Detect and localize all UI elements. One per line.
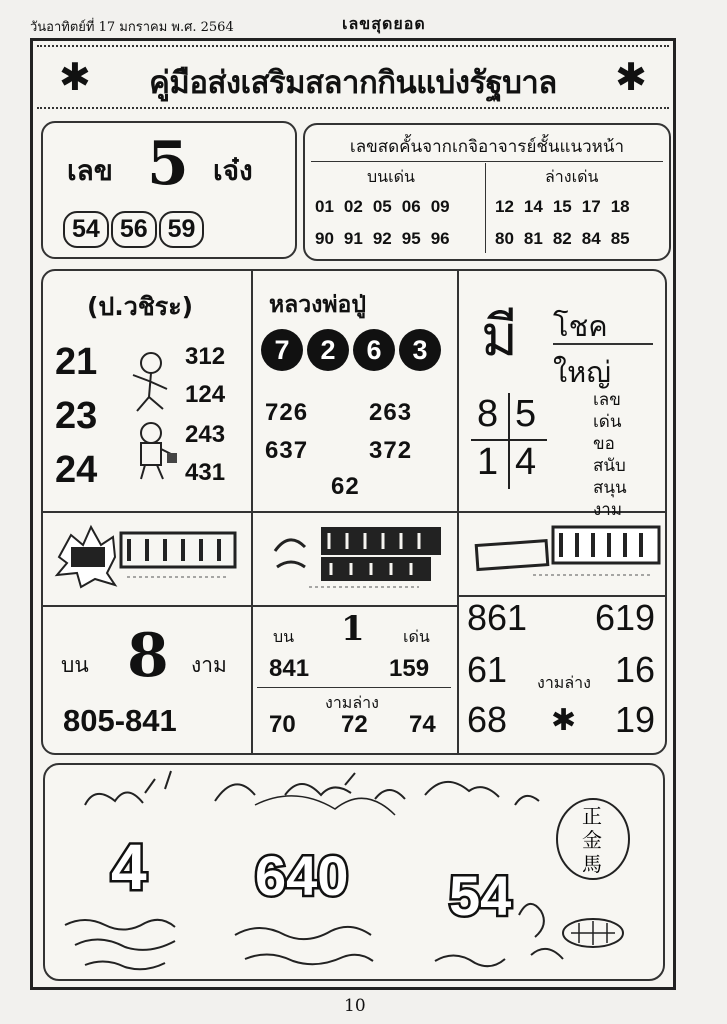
number-cell: 91: [343, 229, 363, 248]
pwachira-left-number: 23: [55, 395, 98, 437]
mee-word: เลข: [593, 390, 621, 410]
bon-number: 1: [341, 609, 365, 649]
yiam-left-number: 61: [467, 649, 508, 690]
lek5-number-pill: 59: [159, 211, 205, 248]
number-cell: 18: [610, 197, 630, 216]
pwachira-left-number: 24: [55, 449, 98, 491]
top-label: บนเด่น: [367, 167, 415, 186]
yiam-huay-logo-icon: [473, 523, 663, 579]
pwachira-right-number: 243: [185, 421, 226, 448]
chinese-char: 正: [582, 804, 602, 828]
number-cell: 09: [430, 197, 450, 216]
pwachira-right-number: 124: [185, 381, 226, 408]
lower-number: 70: [269, 711, 296, 738]
middle-grid: [41, 269, 667, 755]
chinese-char: 金: [582, 828, 602, 852]
yiam-right-number: 19: [615, 699, 656, 740]
mee-big: มี: [481, 304, 518, 369]
number-cell: 96: [430, 229, 450, 248]
leksod-number: 159: [389, 655, 430, 682]
number-cell: 82: [552, 229, 572, 248]
den-label: เด่น: [403, 627, 430, 646]
lek5-numbers: [63, 211, 204, 248]
yiam-left-number: 68: [467, 699, 508, 740]
divider: [485, 163, 486, 253]
bon-label: บน: [61, 653, 89, 677]
luangphoo-title: หลวงพ่อปู่: [269, 292, 366, 318]
title-banner: [37, 45, 669, 109]
lower-number: 72: [341, 711, 368, 738]
grid-number: 4: [515, 441, 537, 483]
bon-number: 8: [127, 621, 169, 691]
lower-label: งามล่าง: [537, 673, 591, 692]
star-icon: ✱: [59, 55, 91, 99]
pwachira-right-number: 312: [185, 343, 226, 370]
lower-label: งามล่าง: [325, 693, 379, 712]
bon-label: บน: [273, 627, 295, 646]
fresh-numbers-box: [303, 123, 671, 261]
leksod-number: 841: [269, 655, 310, 682]
number-cell: 81: [523, 229, 543, 248]
number-cell: 12: [495, 197, 514, 216]
divider: [257, 687, 451, 688]
top-row-1: [315, 197, 450, 217]
publication-name: เลขสุดยอด: [342, 14, 426, 33]
number-cell: 14: [523, 197, 543, 216]
number-cell: 06: [401, 197, 421, 216]
luangphoo-number: 637: [265, 437, 309, 464]
yiam-left-number: 861: [467, 597, 528, 638]
lek5-box: [41, 121, 297, 259]
mee-word: สนุน: [593, 478, 627, 498]
lek5-suffix: เจ๋ง: [213, 154, 253, 187]
number-ball: 7: [261, 329, 303, 371]
logos-row: [43, 513, 667, 605]
number-cell: 85: [610, 229, 630, 248]
pwachira-left-number: 21: [55, 341, 98, 383]
yiam-right-number: 16: [615, 649, 656, 690]
number-ball: 3: [399, 329, 441, 371]
hint-illustration: [45, 765, 663, 979]
divider: [553, 343, 653, 345]
number-cell: 92: [372, 229, 392, 248]
cartoon-figure-icon: [121, 349, 181, 483]
mee-words: [593, 389, 627, 521]
bottom-hint-box: [43, 763, 665, 981]
issue-date: วันอาทิตย์ที่ 17 มกราคม พ.ศ. 2564: [30, 20, 234, 35]
luangphoo-number: 726: [265, 399, 309, 426]
divider: [251, 605, 457, 607]
luangphoo-balls: [261, 329, 441, 371]
bottom-label: ล่างเด่น: [545, 167, 599, 186]
mee-word: ขอ: [593, 434, 615, 454]
lek5-number: 5: [147, 129, 189, 199]
mee-word: เด่น: [593, 412, 622, 432]
divider: [311, 161, 663, 162]
page-title: คู่มือส่งเสริมสลากกินแบ่งรัฐบาล: [149, 65, 557, 101]
number-cell: 95: [401, 229, 421, 248]
number-cell: 02: [343, 197, 363, 216]
bottom-row-1: [495, 197, 630, 217]
mee-number-grid: [471, 393, 547, 489]
lek5-number-pill: 56: [111, 211, 157, 248]
number-cell: 17: [581, 197, 601, 216]
hint-number: 640: [255, 844, 349, 907]
number-cell: 90: [315, 229, 334, 248]
ngam-label: งาม: [191, 653, 227, 677]
number-cell: 05: [372, 197, 392, 216]
page-number: 10: [344, 996, 366, 1016]
chinese-char: 馬: [582, 852, 602, 876]
lower-number: 74: [409, 711, 436, 738]
lek5-label: เลข: [67, 154, 113, 187]
number-ball: 2: [307, 329, 349, 371]
number-cell: 80: [495, 229, 514, 248]
fresh-heading: เลขสดคั้นจากเกจิอาจารย์ชั้นแนวหน้า: [349, 137, 625, 157]
grid-number: 8: [477, 393, 499, 435]
top-row-2: [315, 229, 450, 249]
mee-word: งาม: [593, 500, 623, 520]
number-ball: 6: [353, 329, 395, 371]
grid-number: 5: [515, 393, 537, 435]
luangphoo-number: 62: [331, 473, 360, 500]
number-cell: 15: [552, 197, 572, 216]
star-icon: ✱: [615, 55, 647, 99]
star-icon: ✱: [551, 704, 577, 737]
mee-word: สนับ: [593, 456, 626, 476]
leksod-logo-icon: [269, 521, 451, 591]
mee-title: โชคใหญ่: [553, 309, 611, 389]
page-frame: [30, 38, 676, 990]
bottom-row-2: [495, 229, 630, 249]
page-header: [30, 12, 690, 36]
khui-logo-icon: [51, 523, 241, 589]
luangphoo-number: 372: [369, 437, 413, 464]
hint-number: 4: [111, 831, 147, 903]
lek5-number-pill: 54: [63, 211, 109, 248]
hint-number: 54: [449, 864, 512, 927]
luangphoo-number: 263: [369, 399, 413, 426]
yiam-right-number: 619: [595, 597, 656, 638]
number-cell: 01: [315, 197, 334, 216]
pwachira-title: (ป.วชิระ): [87, 292, 194, 321]
number-cell: 84: [581, 229, 601, 248]
grid-number: 1: [477, 441, 499, 483]
number-range: 805-841: [63, 703, 177, 738]
pwachira-right-number: 431: [185, 459, 226, 486]
divider: [43, 605, 251, 607]
